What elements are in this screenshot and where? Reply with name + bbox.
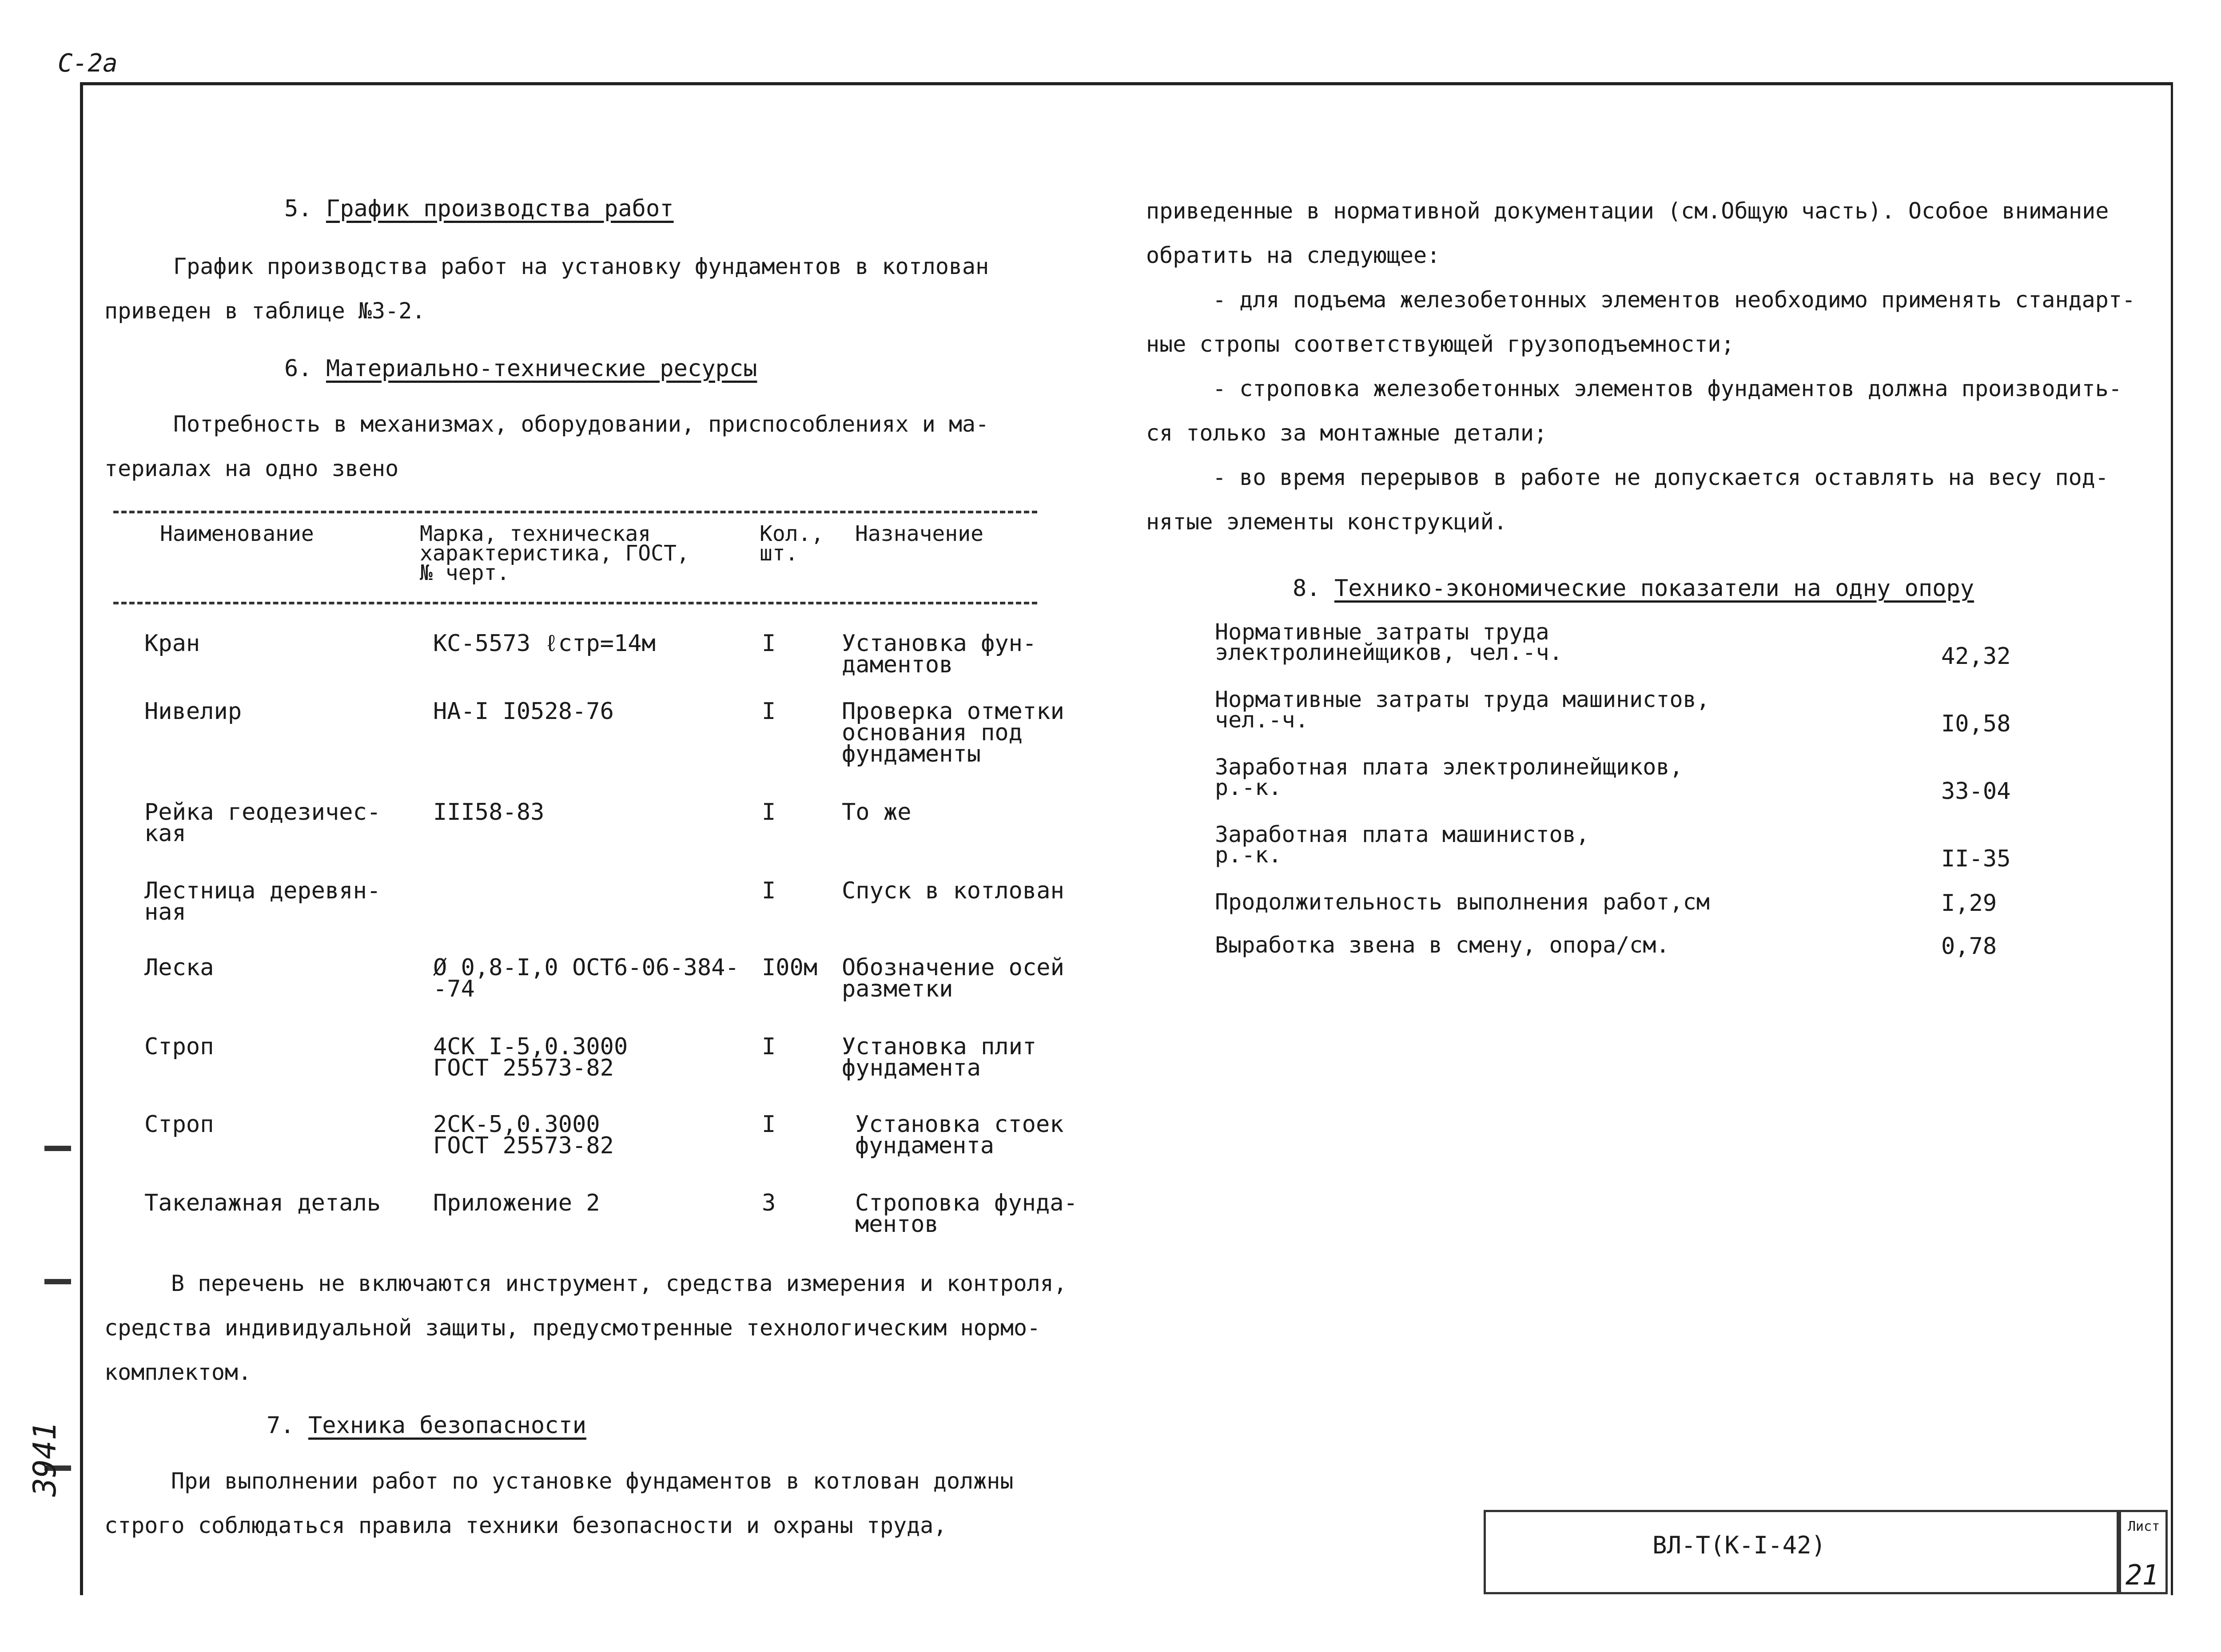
row-name: Нивелир (144, 698, 242, 725)
indicator-label: Продолжительность выполнения работ,см (1215, 889, 1710, 915)
side-inventory-number: 3941 (27, 1422, 63, 1497)
row-name: Кран (144, 630, 200, 657)
row-mark: 4СК I-5,0.3000 ГОСТ 25573-82 (433, 1033, 628, 1081)
row-name: Рейка геодезичес- кая (144, 799, 381, 847)
document-code: ВЛ-Т(К-I-42) (1652, 1531, 1826, 1559)
indicator-value: 33-04 (1941, 778, 2011, 805)
row-purpose: То же (842, 799, 911, 826)
margin-mark (44, 1279, 71, 1284)
row-purpose: Спуск в котлован (842, 878, 1064, 904)
row-purpose: Установка плит фундамента (842, 1033, 1037, 1081)
indicator-value: I0,58 (1941, 711, 2011, 737)
section-6-number: 6. (284, 355, 312, 382)
row-mark: Приложение 2 (433, 1190, 600, 1216)
row-purpose: Установка стоек фундамента (855, 1111, 1064, 1159)
section-7-title: Техника безопасности (308, 1412, 587, 1439)
row-qty: I00м (762, 954, 818, 981)
row-qty: I (762, 698, 776, 725)
section-8-number: 8. (1293, 575, 1321, 602)
indicator-label: Заработная плата электролинейщиков, р.-к. (1215, 754, 1683, 800)
section-8-heading (1293, 575, 1974, 602)
row-name: Строп (144, 1033, 214, 1060)
indicator-label: Нормативные затраты труда машинистов, чел.-ч. (1215, 687, 1710, 733)
indicator-label: Нормативные затраты труда электролинейщиков, чел.-ч. (1215, 619, 1563, 665)
corner-mark: С-2а (58, 49, 118, 78)
indicator-value: II-35 (1941, 846, 2011, 872)
right-line-2: обратить на следующее: (1146, 242, 1441, 268)
row-mark: 2СК-5,0.3000 ГОСТ 25573-82 (433, 1111, 614, 1159)
s6-line-1: Потребность в механизмах, оборудовании, приспособлениях и ма- (173, 411, 989, 437)
s6-line-2: териалах на одно звено (104, 456, 399, 481)
indicator-value: I,29 (1941, 890, 1997, 917)
section-5-number: 5. (284, 195, 312, 222)
section-5-title: График производства работ (326, 195, 674, 222)
bullet-1-line-1: - для подъема железобетонных элементов необходимо применять стандарт- (1213, 287, 2136, 313)
sheet-label: Лист (2128, 1519, 2160, 1534)
s5-line-2: приведен в таблице №3-2. (104, 298, 426, 324)
row-qty: I (762, 1033, 776, 1060)
bullet-1-line-2: ные стропы соответствующей грузоподъемности; (1146, 331, 1735, 357)
section-6-heading (284, 355, 757, 382)
header-name: Наименование (160, 521, 314, 546)
table-top-rule (113, 511, 1037, 513)
row-purpose: Строповка фунда- ментов (855, 1190, 1078, 1238)
row-qty: I (762, 878, 776, 904)
header-qty: Кол., шт. (760, 521, 824, 566)
row-purpose: Проверка отметки основания под фундаменты (842, 698, 1064, 767)
row-name: Такелажная деталь (144, 1190, 381, 1216)
row-name: Строп (144, 1111, 214, 1138)
page-number: 21 (2125, 1559, 2159, 1591)
right-line-1: приведенные в нормативной документации (см.Общую часть). Особое внимание (1146, 198, 2109, 224)
row-mark: Ø 0,8-I,0 ОСТ6-06-384- -74 (433, 954, 739, 1002)
indicator-value: 0,78 (1941, 933, 1997, 960)
indicator-value: 42,32 (1941, 643, 2011, 670)
row-mark: КС-5573 ℓстр=14м (433, 630, 656, 657)
row-name: Леска (144, 954, 214, 981)
header-mark: Марка, техническая характеристика, ГОСТ, № черт. (420, 521, 689, 585)
table-header-rule (113, 602, 1037, 604)
section-7-heading (267, 1412, 586, 1439)
section-6-title: Материально-технические ресурсы (326, 355, 757, 382)
indicator-label: Выработка звена в смену, опора/см. (1215, 932, 1670, 958)
row-qty: I (762, 1111, 776, 1138)
row-name: Лестница деревян- ная (144, 878, 381, 925)
section-5-heading (284, 195, 674, 222)
section-7-number: 7. (267, 1412, 295, 1439)
row-mark: III58-83 (433, 799, 545, 826)
s7-line-1: При выполнении работ по установке фундаментов в котлован должны (171, 1468, 1014, 1494)
row-qty: 3 (762, 1190, 776, 1216)
row-qty: I (762, 799, 776, 826)
row-qty: I (762, 630, 776, 657)
after-table-line-3: комплектом. (104, 1359, 252, 1385)
after-table-line-1: В перечень не включаются инструмент, средства измерения и контроля, (171, 1271, 1067, 1296)
header-purpose: Назначение (855, 521, 983, 546)
bullet-3-line-1: - во время перерывов в работе не допускается оставлять на весу под- (1213, 465, 2109, 490)
row-purpose: Обозначение осей разметки (842, 954, 1064, 1002)
after-table-line-2: средства индивидуальной защиты, предусмотренные технологическим нормо- (104, 1315, 1041, 1341)
s7-line-2: строго соблюдаться правила техники безопасности и охраны труда, (104, 1513, 947, 1538)
bullet-2-line-2: ся только за монтажные детали; (1146, 420, 1548, 446)
indicator-label: Заработная плата машинистов, р.-к. (1215, 822, 1589, 868)
s5-line-1: График производства работ на установку фундаментов в котлован (173, 254, 989, 279)
margin-mark (44, 1146, 71, 1151)
row-mark: НА-I I0528-76 (433, 698, 614, 725)
bullet-3-line-2: нятые элементы конструкций. (1146, 509, 1507, 535)
section-8-title: Технико-экономические показатели на одну опору (1334, 575, 1974, 602)
bullet-2-line-1: - строповка железобетонных элементов фундаментов должна производить- (1213, 376, 2122, 401)
row-purpose: Установка фун- даментов (842, 630, 1037, 678)
